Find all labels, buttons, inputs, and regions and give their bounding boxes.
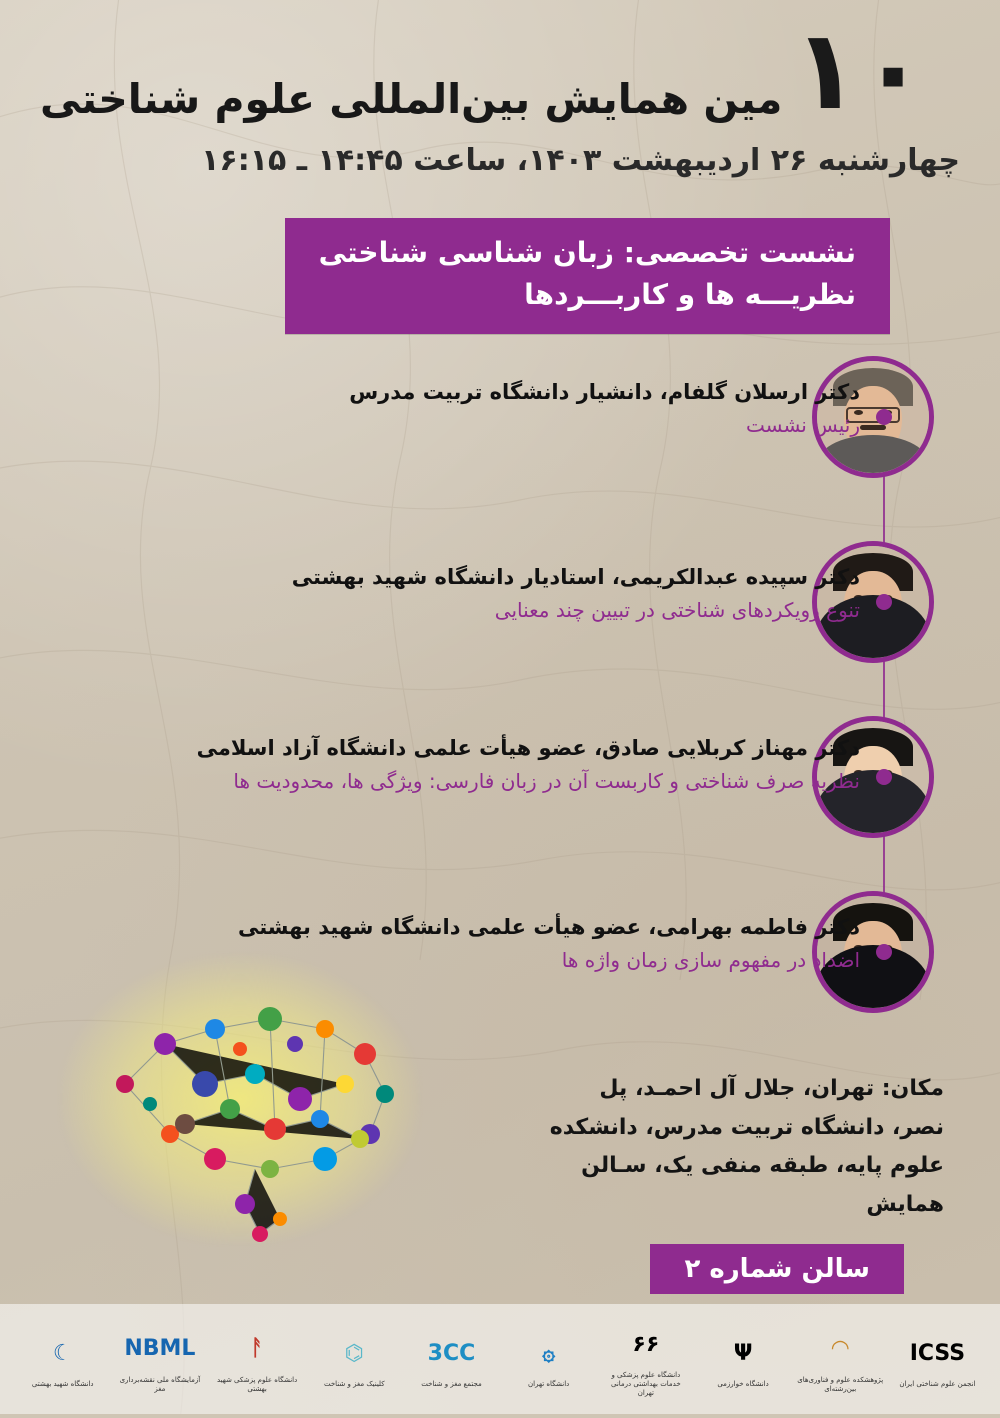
logo-mark-icon: ᚨ xyxy=(250,1336,264,1362)
speaker-topic: رئیس نشست xyxy=(745,412,860,437)
logo-mark-icon: ◠ xyxy=(831,1336,849,1362)
logo-item xyxy=(20,1329,106,1389)
logo-mark-icon: ۶۶ xyxy=(632,1331,660,1357)
logo-caption: مجتمع مغز و شناخت xyxy=(421,1380,482,1389)
list-item xyxy=(0,537,1000,667)
logo-mark-icon: ⌬ xyxy=(344,1340,364,1366)
speaker-topic: اضداد در مفهوم سازی زمان واژه ها xyxy=(561,947,860,972)
speaker-topic: نظریه صرف شناختی و کاربست آن در زبان فارسی: ویژگی ها، محدودیت ها xyxy=(233,768,860,793)
date-time: چهارشنبه ۲۶ اردیبهشت ۱۴۰۳، ساعت ۱۴:۴۵ ـ ۱۶:۱۵ xyxy=(201,143,960,179)
title-row xyxy=(40,6,960,134)
logo-mark-icon: 3CC xyxy=(427,1340,476,1366)
session-banner-line2: نظریـــه ها و کاربـــردها xyxy=(524,278,856,311)
logo-item xyxy=(311,1329,397,1389)
brain-network-illustration xyxy=(55,934,495,1264)
speaker-name: دکتر ارسلان گلفام، دانشیار دانشگاه تربیت مدرس xyxy=(349,380,860,404)
hall-badge: سالن شماره ۲ xyxy=(650,1244,904,1294)
logo-caption: دانشگاه خوارزمی xyxy=(717,1380,769,1389)
page-title: مین همایش بین‌المللی علوم شناختی xyxy=(40,75,783,123)
venue-address: مکان: تهران، جلال آل احمـد، پل نصر، دانشگاه تربیت مدرس، دانشکده علوم پایه، طبقه منفی یک، سـالن همایش xyxy=(549,1076,944,1217)
sponsor-logo-strip xyxy=(0,1304,1000,1414)
logo-mark-icon: NBML xyxy=(124,1336,196,1362)
timeline-connector xyxy=(883,402,885,962)
speakers-list xyxy=(0,352,1000,1012)
logo-caption: پژوهشکده علوم و فناوری‌های بین‌رشته‌ای xyxy=(797,1375,884,1393)
logo-mark-icon: Ψ xyxy=(733,1340,753,1366)
list-item xyxy=(0,712,1000,842)
logo-caption: انجمن علوم شناختی ایران xyxy=(899,1380,976,1389)
logo-caption: دانشگاه شهید بهشتی xyxy=(31,1380,94,1389)
logo-item xyxy=(700,1329,786,1389)
logo-mark-icon: ICSS xyxy=(909,1340,966,1366)
logo-mark-icon: ۞ xyxy=(542,1340,556,1366)
logo-caption: دانشگاه علوم پزشکی شهید بهشتی xyxy=(216,1375,298,1393)
logo-item xyxy=(894,1329,980,1389)
logo-mark-icon: ☾ xyxy=(52,1340,73,1366)
logo-item xyxy=(506,1329,592,1389)
logo-item xyxy=(797,1325,883,1394)
logo-item xyxy=(603,1320,689,1397)
speaker-topic: تنوع رویکردهای شناختی در تبیین چند معنایی xyxy=(494,597,860,622)
poster-header xyxy=(40,6,960,179)
logo-item xyxy=(408,1329,494,1389)
bullet-dot-icon xyxy=(876,594,892,610)
speaker-name: دکتر مهناز کربلایی صادق، عضو هیأت علمی دانشگاه آزاد اسلامی xyxy=(196,736,860,760)
edition-number: ۱۰ xyxy=(792,6,927,134)
session-banner xyxy=(285,218,890,334)
speaker-name: دکتر سپیده عبدالکریمی، استادیار دانشگاه شهید بهشتی xyxy=(291,565,860,589)
list-item xyxy=(0,352,1000,482)
logo-caption: دانشگاه تهران xyxy=(528,1380,570,1389)
logo-item xyxy=(117,1325,203,1394)
bullet-dot-icon xyxy=(876,409,892,425)
bullet-dot-icon xyxy=(876,944,892,960)
logo-caption: کلینیک مغز و شناخت xyxy=(323,1380,385,1389)
logo-caption: آزمایشگاه ملی نقشه‌برداری مغز xyxy=(119,1375,201,1393)
logo-item xyxy=(214,1325,300,1394)
speaker-name: دکتر فاطمه بهرامی، عضو هیأت علمی دانشگاه شهید بهشتی xyxy=(237,915,860,939)
session-banner-line1: نشست تخصصی: زبان شناسی شناختی xyxy=(318,236,856,269)
logo-caption: دانشگاه علوم پزشکی و خدمات بهداشتی درمانی تهران xyxy=(610,1371,681,1397)
bullet-dot-icon xyxy=(876,769,892,785)
